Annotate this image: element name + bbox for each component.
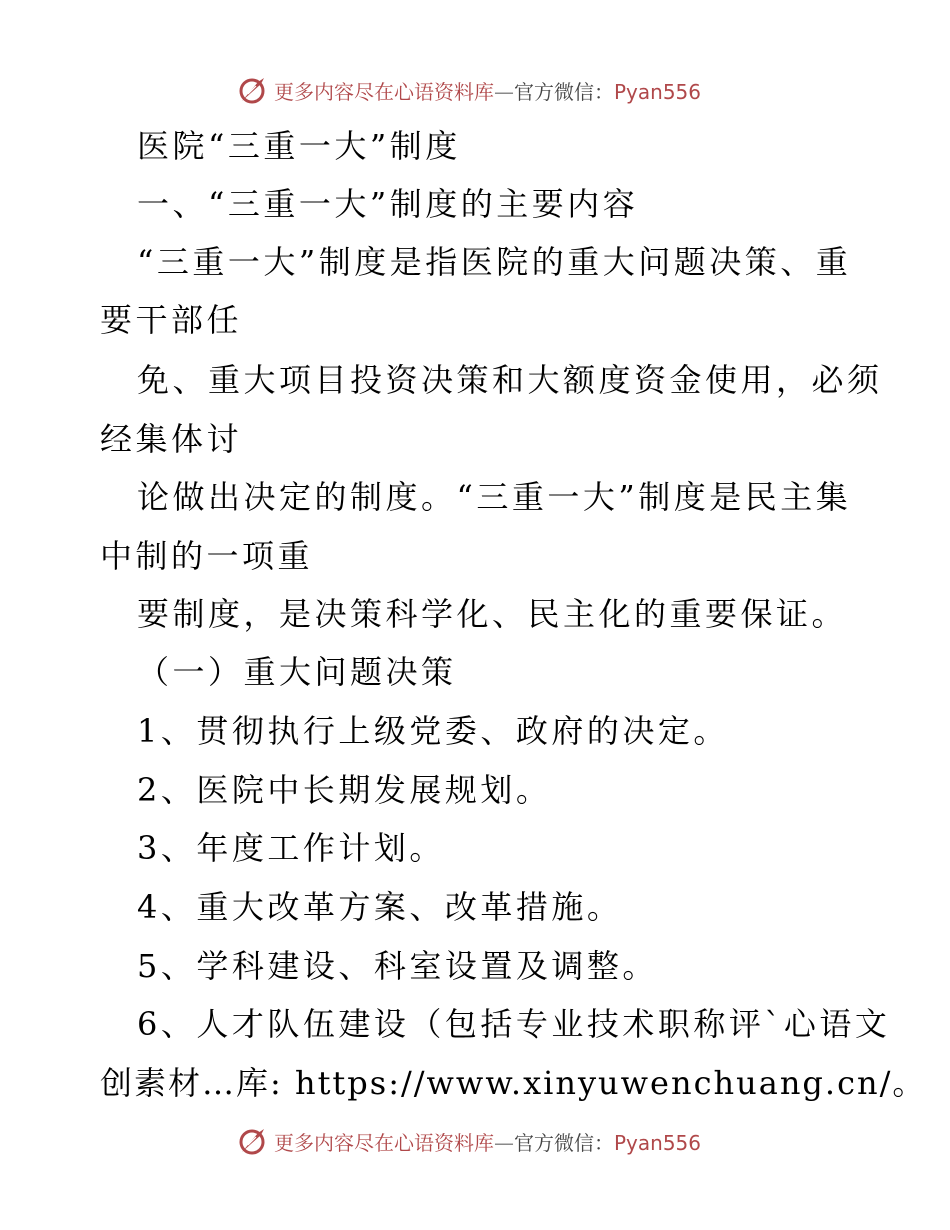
banner-prefix: 更多内容尽在心语资料库 [274,1130,494,1155]
list-item: 5、学科建设、科室设置及调整。 [137,947,658,985]
paragraph-line: 经集体讨 [100,420,243,458]
paragraph-line: 免、重大项目投资决策和大额度资金使用，必须 [137,361,883,399]
subsection-heading: （一）重大问题决策 [137,653,457,691]
banner-wechat-id: Pyan556 [614,1130,702,1155]
paragraph-line: “三重一大”制度是指医院的重大问题决策、重 [137,243,852,281]
banner-text [274,1127,701,1156]
paragraph-line: 中制的一项重 [100,537,314,575]
feather-pen-logo-icon [236,1125,268,1157]
banner-wechat-id: Pyan556 [614,79,702,104]
section-heading: 一、“三重一大”制度的主要内容 [137,185,639,223]
document-title: 医院“三重一大”制度 [137,127,461,165]
banner-prefix: 更多内容尽在心语资料库 [274,79,494,104]
header-banner [236,73,716,107]
banner-separator: — [494,1130,514,1155]
list-item: 3、年度工作计划。 [137,829,445,867]
paragraph-line: 要干部任 [100,301,243,339]
list-item: 1、贯彻执行上级党委、政府的决定。 [137,712,729,750]
list-item: 4、重大改革方案、改革措施。 [137,888,623,926]
paragraph-line: 要制度，是决策科学化、民主化的重要保证。 [137,595,848,633]
feather-pen-logo-icon [236,74,268,106]
banner-text [274,76,701,105]
banner-wechat-label: 官方微信： [514,1130,614,1155]
list-item: 2、医院中长期发展规划。 [137,771,552,809]
footer-banner [236,1124,716,1158]
banner-separator: — [494,79,514,104]
paragraph-line: 论做出决定的制度。“三重一大”制度是民主集 [137,478,852,516]
list-item: 6、人才队伍建设（包括专业技术职称评`心语文 [137,1005,891,1043]
banner-wechat-label: 官方微信： [514,79,614,104]
list-item-continuation: 创素材…库: https://www.xinyuwenchuang.cn/。 [100,1064,927,1102]
